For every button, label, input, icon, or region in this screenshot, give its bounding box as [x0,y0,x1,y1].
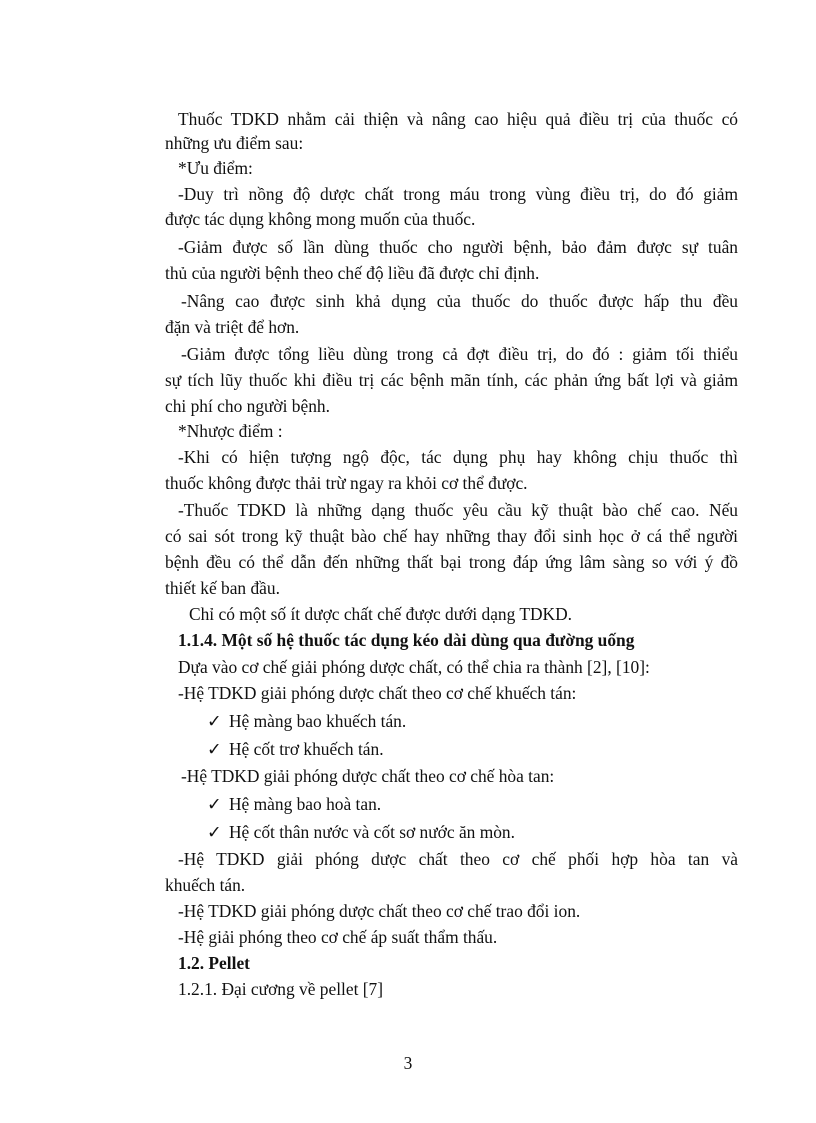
page-number: 3 [403,1053,413,1073]
system-diffusion: -Hệ TDKD giải phóng dược chất theo cơ chế khuếch tán: [178,683,577,703]
disadvantage-2-line-1: -Thuốc TDKD là những dạng thuốc yêu cầu kỹ thuật bào chế cao. Nếu [178,500,738,520]
advantage-3-line-2: đặn và triệt để hơn. [165,317,300,337]
advantage-3-line-1: -Nâng cao được sinh khả dụng của thuốc do thuốc được hấp thu đều [181,291,738,311]
checkmark-icon: ✓ [207,711,222,731]
checklist-item-2 [207,738,780,760]
system-combined-line-1: -Hệ TDKD giải phóng dược chất theo cơ chế phối hợp hòa tan và [178,849,738,869]
checklist-item-1 [207,710,780,732]
checkmark-icon: ✓ [207,822,222,842]
disadvantage-2-line-3: bệnh đều có thể dẫn đến những thất bại trong đáp ứng lâm sàng so với ý đồ [165,552,738,572]
checkmark-icon: ✓ [207,794,222,814]
checklist-item-1-label: Hệ màng bao khuếch tán. [229,711,407,731]
advantages-heading: *Ưu điểm: [178,158,253,178]
system-dissolution: -Hệ TDKD giải phóng dược chất theo cơ chế hòa tan: [181,766,555,786]
disadvantage-2-line-2: có sai sót trong kỹ thuật bào chế hay những thay đổi sinh học ở cá thể người [165,526,738,546]
paragraph-intro-line-1: Thuốc TDKD nhằm cải thiện và nâng cao hiệu quả điều trị của thuốc có [178,109,738,129]
disadvantage-1-line-1: -Khi có hiện tượng ngộ độc, tác dụng phụ hay không chịu thuốc thì [178,447,738,467]
checklist-item-4 [207,821,780,843]
advantage-2-line-2: thủ của người bệnh theo chế độ liều đã được chỉ định. [165,263,540,283]
advantage-4-line-2: sự tích lũy thuốc khi điều trị các bệnh mãn tính, các phản ứng bất lợi và giảm [165,370,738,390]
checkmark-icon: ✓ [207,739,222,759]
paragraph-intro-line-2: những ưu điểm sau: [165,133,304,153]
checklist-item-2-label: Hệ cốt trơ khuếch tán. [229,739,384,759]
system-osmotic: -Hệ giải phóng theo cơ chế áp suất thẩm thấu. [178,927,498,947]
advantage-4-line-3: chi phí cho người bệnh. [165,396,330,416]
classification-intro: Dựa vào cơ chế giải phóng dược chất, có thể chia ra thành [2], [10]: [178,657,650,677]
section-heading-1-1-4: 1.1.4. Một số hệ thuốc tác dụng kéo dài dùng qua đường uống [178,630,635,650]
advantage-1-line-2: được tác dụng không mong muốn của thuốc. [165,209,476,229]
system-ion-exchange: -Hệ TDKD giải phóng dược chất theo cơ chế trao đổi ion. [178,901,581,921]
checklist-item-4-label: Hệ cốt thân nước và cốt sơ nước ăn mòn. [229,822,515,842]
advantage-4-line-1: -Giảm được tổng liều dùng trong cả đợt điều trị, do đó : giảm tối thiểu [181,344,738,364]
disadvantage-2-line-4: thiết kế ban đầu. [165,578,280,598]
section-heading-1-2: 1.2. Pellet [178,953,250,973]
checklist-item-3 [207,793,780,815]
section-heading-1-2-1: 1.2.1. Đại cương về pellet [7] [178,979,384,999]
system-combined-line-2: khuếch tán. [165,875,246,895]
advantage-2-line-1: -Giảm được số lần dùng thuốc cho người bệnh, bảo đảm được sự tuân [178,237,738,257]
disadvantages-heading: *Nhược điểm : [178,421,283,441]
advantage-1-line-1: -Duy trì nồng độ dược chất trong máu trong vùng điều trị, do đó giảm [178,184,738,204]
checklist-item-3-label: Hệ màng bao hoà tan. [229,794,382,814]
note-line: Chỉ có một số ít dược chất chế được dưới dạng TDKD. [189,604,573,624]
disadvantage-1-line-2: thuốc không được thải trừ ngay ra khỏi cơ thể được. [165,473,528,493]
